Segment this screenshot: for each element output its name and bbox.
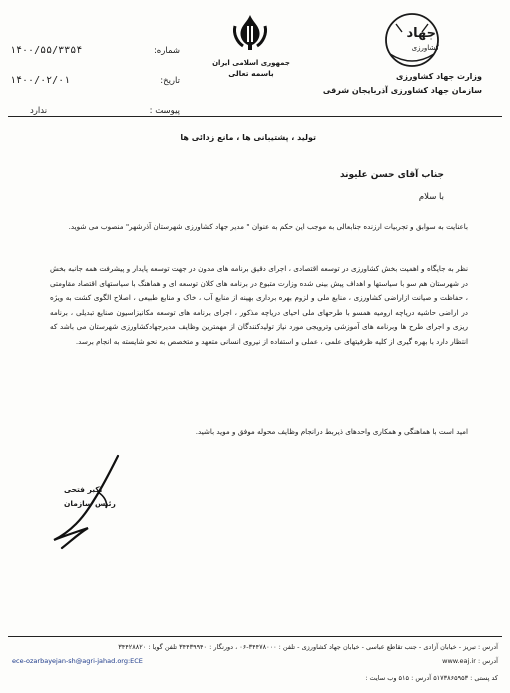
paragraph-closing: امید است با هماهنگی و همکاری واحدهای ذیربط درانجام وظایف محوله موفق و موید باشید. <box>195 427 468 436</box>
attachment-label: پیوست : <box>149 106 180 116</box>
logo-text: جهاد <box>406 26 436 41</box>
organization-name: سازمان جهاد کشاورزی آذربایجان شرقی <box>322 86 482 95</box>
date-value: ۱۴۰۰/۰۲/۰۱ <box>10 75 71 86</box>
header-divider <box>8 116 502 117</box>
letter-meta <box>10 36 180 126</box>
republic-title: جمهوری اسلامی ایران <box>212 59 290 67</box>
footer-postal: کد پستی : ۵۱۷۳۸۶۵۹۵۳ آدرس : ۵۱۵ وب سایت : <box>365 674 498 682</box>
number-label: شماره: <box>153 46 180 56</box>
salutation: جناب آقای حسن علیوند <box>339 170 444 180</box>
paragraph-appointment: باعنایت به سوابق و تجربیات ارزنده جنابعالی به موجب این حکم به عنوان " مدیر جهاد کشاورزی شهرستان آذرشهر" منصوب می شوید. <box>68 222 468 231</box>
logo-subtext: کشاورزی <box>411 44 439 52</box>
date-row <box>10 66 180 96</box>
signer-name: اکبر فتحی <box>64 485 103 494</box>
attachment-value: ندارد <box>30 106 48 116</box>
footer-address: آدرس : تبریز - خیابان آزادی - جنب تقاطع عباسی - خیابان جهاد کشاورزی - تلفن : ۳۴۴۷۸۰۰۰-۰۶ ، دورنگار : ۳۴۴۳۹۹۴۰ تلفن گویا : ۳۴۴۲۸۸۲۰ <box>118 643 498 651</box>
paragraph-duties: نظر به جایگاه و اهمیت بخش کشاورزی در توسعه اقتصادی ، اجرای دقیق برنامه های مدون در جهت توسعه پایدار و پیشرفت همه جانبه بخش در شهرستان هم سو با سیاستها و اهداف پیش بینی شده وزارت متبوع در برنامه های کلان توسعه ای و هماهنگ با سیاستهای اقتصاد مقاومتی ، حفاظت و صیانت ازاراضی کشاورزی ، منابع ملی و لزوم بهره برداری بهینه از منابع آب ، خاک و منابع طبیعی ، اصلاح الگوی کشت به ویژه در اراضی حاشیه دریاچه ارومیه همسو با طرحهای ملی احیای دریاچه مذکور ، اجرای برنامه های توسعه مکانیزاسیون صنایع تبدیلی ، برنامه ریزی و اجرای طرح ها وبرنامه های آموزشی وترویجی مورد نیاز تولیدکنندگان از مهمترین وظایف مدیرجهادکشاورزی شهرستان می باشد که انتظار دارد با بهره گیری از کلیه ظرفیتهای علمی ، عملی و استفاده از نیروی انسانی متعهد و متخصص به نحو شایسته به انجام برسد. <box>50 264 468 346</box>
footer-web-row <box>12 655 498 668</box>
date-label: تاریخ: <box>160 76 180 86</box>
footer-divider <box>8 636 502 637</box>
footer-website: آدرس : www.eaj.ir <box>442 657 498 665</box>
greeting: با سلام <box>418 192 444 202</box>
footer-email: ece-ozarbayejan-sh@agri-jahad.org:ECE <box>12 657 143 665</box>
signer-block <box>64 483 124 511</box>
ministry-name: وزارت جهاد کشاورزی <box>395 72 482 81</box>
iran-emblem-icon <box>229 12 271 54</box>
bismillah: باسمه تعالی <box>228 69 274 78</box>
letter-subject: تولید ، پشتیبانی ها ، مانع زدائی ها <box>180 133 316 142</box>
number-row <box>10 36 180 66</box>
number-value: ۱۴۰۰/۵۵/۳۳۵۴ <box>10 45 83 56</box>
signer-title: رئیس سازمان <box>64 499 116 508</box>
jihad-keshavarzi-logo-icon <box>382 10 442 70</box>
attachment-row <box>10 96 180 126</box>
